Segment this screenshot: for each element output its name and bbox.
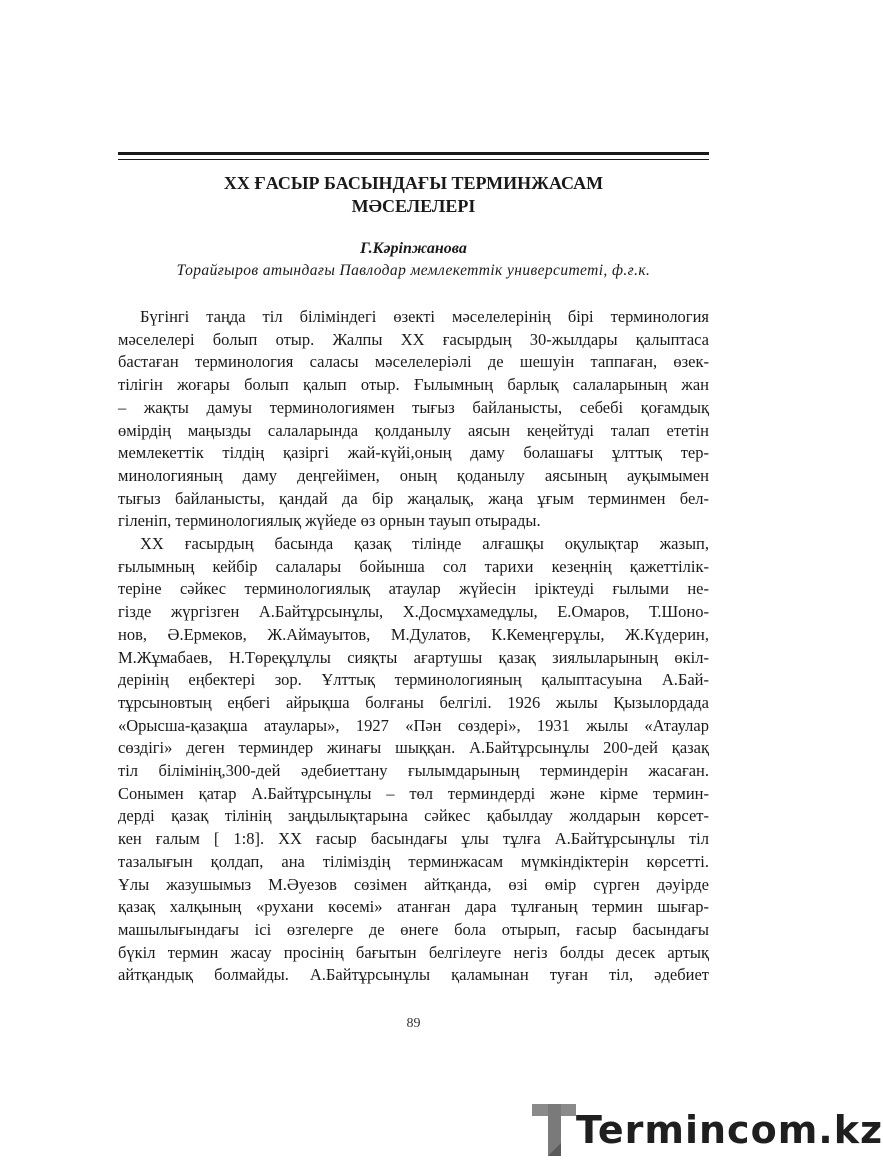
text-line: мемлекеттік тілдің қазіргі жай-күйі,оның даму болашағы ұлттық тер- — [118, 443, 709, 463]
text-line: машылығындағы ісі өзгелерге де өнеге бола отырып, ғасыр басындағы — [118, 919, 709, 939]
article-title-line-1: ХХ ҒАСЫР БАСЫНДАҒЫ ТЕРМИНЖАСАМ — [223, 173, 604, 193]
top-rule-thin — [118, 159, 709, 160]
text-line: гіленіп, терминологиялық жүйеде өз орнын тауып отырады. — [118, 511, 541, 531]
paragraph — [118, 306, 709, 533]
text-line: айтқандық болмайды. А.Байтұрсынұлы қаламынан туған тіл, әдебиет — [118, 965, 709, 985]
article-title-line-2: МӘСЕЛЕЛЕРІ — [351, 196, 476, 216]
text-line: мәселелері болып отыр. Жалпы ХХ ғасырдың 30-жылдары қалыптаса — [118, 329, 709, 349]
article-body — [118, 306, 709, 987]
text-line: тіл білімінің,300-дей әдебиеттану ғылымдарының терминдерін жасаған. — [118, 761, 709, 781]
text-line: дерінің еңбектері зор. Ұлттық терминологияның қалыптасуына А.Бай- — [118, 670, 709, 690]
text-line: өмірдің маңызды салаларында қолданылу аясын кеңейтуді талап ететін — [118, 420, 709, 440]
text-line: тазалығын қолдап, ана тіліміздің терминжасам мүмкіндіктерін көрсетті. — [118, 851, 709, 871]
author-affiliation: Торайғыров атындағы Павлодар мемлекеттік университеті, ф.ғ.к. — [176, 262, 651, 279]
article-title — [118, 172, 709, 218]
text-line: тілігін жоғары болып қалып отыр. Ғылымның барлық салаларының жан — [118, 375, 709, 395]
termincom-logo — [530, 1098, 883, 1164]
text-line: Бүгінгі таңда тіл біліміндегі өзекті мәселелерінің бірі терминология — [140, 307, 709, 326]
text-line: Сонымен қатар А.Байтұрсынұлы – төл терминдерді және кірме термин- — [118, 783, 709, 803]
text-line: тұрсыновтың еңбегі айрықша болғаны белгілі. 1926 жылы Қызылордада — [118, 692, 709, 712]
text-line: нов, Ә.Ермеков, Ж.Аймауытов, М.Дулатов, К.Кемеңгерұлы, Ж.Күдерин, — [118, 624, 709, 644]
top-rule-thick — [118, 152, 709, 155]
text-line: минологияның даму деңгейімен, оның қоданылу аясының ауқымымен — [118, 465, 709, 485]
text-line: теріне сәйкес терминологиялық атаулар жүйесін іріктеуді ғылыми не- — [118, 579, 709, 599]
text-line: гізде жүргізген А.Байтұрсынұлы, Х.Досмұхамедұлы, Е.Омаров, Т.Шоно- — [118, 602, 709, 622]
text-line: ХХ ғасырдың басында қазақ тілінде алғашқы оқулықтар жазып, — [140, 534, 709, 554]
text-line: тығыз байланысты, қандай да бір жаңалық, жаңа ұғым терминмен бел- — [118, 488, 709, 508]
text-line: сөздігі» деген терминдер жинағы шыққан. А.Байтұрсынұлы 200-дей қазақ — [118, 738, 709, 758]
paragraph — [118, 533, 709, 987]
logo-text: Termincom.kz — [576, 1108, 883, 1152]
text-line: бүкіл термин жасау просінің бағытын белгілеуге негіз болды десек артық — [118, 942, 709, 962]
text-line: – жақты дамуы терминологиямен тығыз байланысты, себебі қоғамдық — [118, 397, 709, 417]
text-line: Ұлы жазушымыз М.Әуезов сөзімен айтқанда, өзі өмір сүрген дәуірде — [118, 874, 709, 894]
page-number: 89 — [406, 1016, 421, 1031]
text-line: қазақ халқының «рухани көсемі» атанған дара тұлғаның термин шығар- — [118, 897, 709, 917]
text-line: кен ғалым [ 1:8]. ХХ ғасыр басындағы ұлы тұлға А.Байтұрсынұлы тіл — [118, 829, 709, 849]
text-line: ғылымның кейбір салалары бойынша сол тарихи кезеңнің қажеттілік- — [118, 556, 709, 576]
text-line: «Орысша-қазақша атаулары», 1927 «Пән сөздері», 1931 жылы «Атаулар — [118, 715, 709, 735]
text-line: бастаған терминология саласы мәселелеріәлі де шешуін таппаған, өзек- — [118, 352, 709, 372]
text-line: дерді қазақ тілінің заңдылықтарына сәйкес қабылдау жолдарын көрсет- — [118, 806, 709, 826]
text-line: М.Жұмабаев, Н.Төреқұлұлы сияқты ағартушы қазақ зиялыларының өкіл- — [118, 647, 709, 667]
author-name: Г.Кәріпжанова — [360, 240, 467, 257]
